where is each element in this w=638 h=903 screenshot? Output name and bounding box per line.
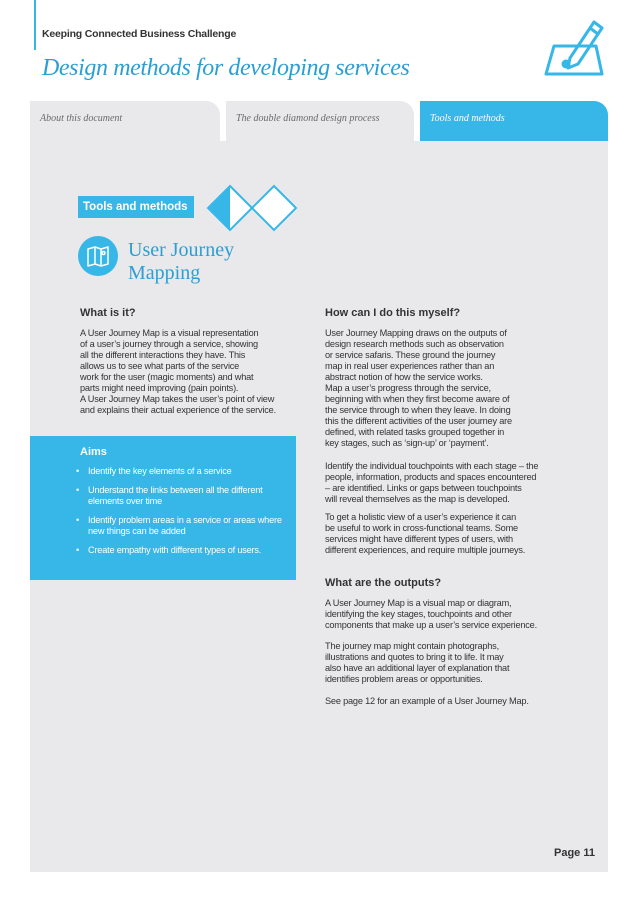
section-title-line1: User Journey	[128, 239, 235, 261]
section-title	[128, 239, 234, 285]
outputs-text-3: See page 12 for an example of a User Journey Map.	[325, 696, 529, 706]
page-title: Design methods for developing services	[42, 55, 410, 81]
list-item: • Create empathy with different types of users.	[76, 545, 288, 556]
how-heading: How can I do this myself?	[325, 307, 461, 319]
map-icon	[78, 236, 118, 276]
pencil-icon	[540, 16, 610, 78]
outputs-text-1: A User Journey Map is a visual map or diagram, identifying the key stages, touchpoints and other components that make up a user’s service experience.	[325, 598, 537, 630]
list-item: • Identify the key elements of a service	[76, 466, 288, 477]
tab-about[interactable]: About this document	[30, 101, 220, 141]
tab-tools-and-methods[interactable]: Tools and methods	[420, 101, 608, 141]
section-title-line2: Mapping	[128, 262, 201, 284]
section-badge: Tools and methods	[78, 196, 194, 218]
outputs-heading: What are the outputs?	[325, 577, 442, 589]
page-number: Page 11	[554, 847, 595, 859]
aims-heading: Aims	[80, 446, 107, 458]
double-diamond-icon	[200, 184, 310, 232]
list-item: • Identify problem areas in a service or areas where new things can be added	[76, 515, 288, 537]
how-text-2: Identify the individual touchpoints with each stage – the people, information, products and spaces encountered – are identified. Links or gaps between touchpoints will reveal themselves as the map is developed.	[325, 461, 539, 504]
what-is-it-heading: What is it?	[80, 307, 136, 319]
brand-name: Keeping Connected Business Challenge	[42, 28, 237, 40]
tab-double-diamond[interactable]: The double diamond design process	[226, 101, 414, 141]
outputs-text-2: The journey map might contain photographs, illustrations and quotes to bring it to life. It may also have an additional layer of explanation that identifies problem areas or opportunities.	[325, 641, 510, 684]
what-is-it-text: A User Journey Map is a visual representation of a user’s journey through a service, showing all the different interactions they have. This allows us to see what parts of the service work for the user (magic moments) and what parts might need improving (pain points). A User Journey Map takes the user’s point of view and explains their actual experience of the service.	[80, 328, 276, 415]
tab-bar	[30, 101, 608, 141]
how-text-1: User Journey Mapping draws on the outputs of design research methods such as observation or service safaris. These ground the journey map in real user experiences rather than an abstract notion of how the service works. Map a user’s progress through the service, beginning with when they first become aware of the service through to when they leave. In doing this the different activities of the user journey are defined, with related tasks grouped together in key stages, such as ‘sign-up’ or ‘payment’.	[325, 328, 512, 448]
header-accent-line	[34, 0, 36, 50]
how-text-3: To get a holistic view of a user’s experience it can be useful to work in cross-functional teams. Some services might have different types of users, with different experiences, and require multiple journeys.	[325, 512, 526, 555]
list-item: • Understand the links between all the different elements over time	[76, 485, 288, 507]
aims-list	[76, 466, 288, 564]
